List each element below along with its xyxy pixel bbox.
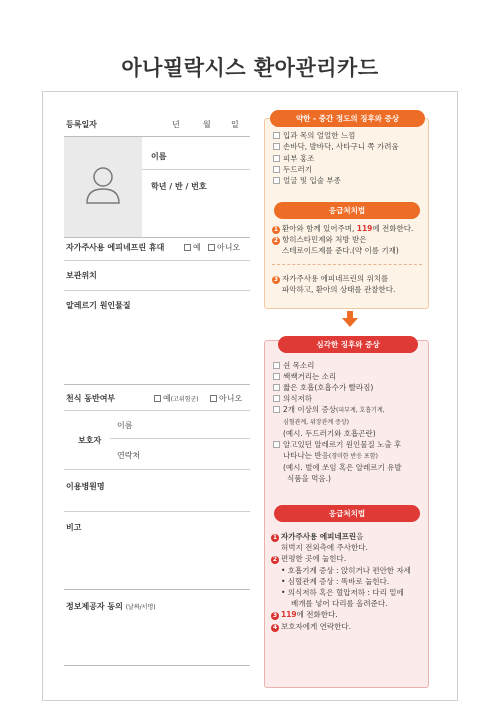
divider xyxy=(64,290,250,291)
severe-first-aid-title: 응급처치법 xyxy=(274,505,420,522)
asthma-label: 천식 동반여부 xyxy=(66,394,116,403)
hospital-label: 이용병원명 xyxy=(66,482,105,491)
number-3-icon: 3 xyxy=(272,612,278,620)
divider xyxy=(64,511,250,512)
list-item: 2개 이상의 증상(피부계, 호흡기계, xyxy=(273,404,402,416)
checkbox-icon xyxy=(273,143,280,150)
allergen-label: 알레르기 원인물질 xyxy=(66,301,131,310)
mild-symptoms-list xyxy=(273,130,399,186)
severe-symptoms-list: 쉰 목소리 쌕쌕거리는 소리 짧은 호흡(호흡수가 빨라짐) 의식저하 2개 이상의 증상(피부계, 호흡기계, 심혈관계, 위장관계 증상) (예시. 두드러기와 호흡곤란) 알고있던 알레르기 원인물질 노출 후 나타나는 반응(경미한 반응 포함) (예시. 벌에 쏘임 혹은 알레르기 유발 식품을 먹음.) xyxy=(273,360,402,484)
page-title: 아나필락시스 환아관리카드 xyxy=(121,56,379,80)
step-3: 3 자가주사용 에피네프린의 위치를 xyxy=(273,274,389,283)
step-4: 4 보호자에게 연락한다. xyxy=(272,621,351,631)
arrow-down-icon xyxy=(342,311,358,327)
step-1: 1 자가주사용 에피네프린을 xyxy=(272,532,364,541)
step-2: 2 편평한 곳에 눕힌다. xyxy=(272,554,347,564)
divider xyxy=(64,237,250,238)
epi-yes[interactable]: 예 xyxy=(184,242,201,253)
list-item: 두드러기 xyxy=(273,164,399,175)
divider xyxy=(142,169,250,170)
divider xyxy=(64,665,250,666)
storage-label: 보관위치 xyxy=(66,271,97,280)
note-label: 비고 xyxy=(66,523,82,532)
number-1-icon: 1 xyxy=(273,226,279,233)
list-item: 알고있던 알레르기 원인물질 노출 후 xyxy=(273,439,402,450)
divider xyxy=(110,438,250,439)
day-label: 일 xyxy=(231,120,239,129)
list-item: 손바닥, 발바닥, 사타구니 쪽 가려움 xyxy=(273,141,399,152)
list-item: 얼굴 및 입술 부종 xyxy=(273,175,399,186)
checkbox-icon xyxy=(273,155,280,162)
number-4-icon: 4 xyxy=(272,623,278,631)
asthma-no-checkbox[interactable] xyxy=(210,395,217,402)
list-item: 쉰 목소리 xyxy=(273,360,402,371)
divider xyxy=(64,469,250,470)
guardian-contact-label: 연락처 xyxy=(117,451,141,460)
number-2-icon: 2 xyxy=(272,556,278,564)
mild-symptoms-title: 약한 - 중간 정도의 징후와 증상 xyxy=(270,110,425,127)
epi-label: 자가주사용 에피네프린 휴대 xyxy=(66,243,165,252)
photo-placeholder xyxy=(64,137,142,237)
divider xyxy=(64,384,250,385)
list-item: 입과 목의 얼얼한 느낌 xyxy=(273,130,399,141)
divider xyxy=(64,260,250,261)
list-item: 짧은 호흡(호흡수가 빨라짐) xyxy=(273,382,402,393)
list-item: 의식저하 xyxy=(273,393,402,404)
mild-first-aid-step3 xyxy=(272,273,395,295)
severe-symptoms-title: 심각한 징후와 증상 xyxy=(278,336,418,353)
step-3: 3 119에 전화한다. xyxy=(272,610,338,620)
number-3-icon: 3 xyxy=(273,276,279,283)
checkbox-icon xyxy=(273,384,280,391)
asthma-yes-checkbox[interactable] xyxy=(154,395,161,402)
number-2-icon: 2 xyxy=(273,237,279,244)
mild-first-aid-steps xyxy=(272,223,413,256)
step-3-cont: 파악하고, 환아의 상태를 관찰한다. xyxy=(282,285,396,294)
number-1-icon: 1 xyxy=(272,534,278,541)
checkbox-icon xyxy=(273,373,280,380)
checkbox-icon xyxy=(273,362,280,369)
epi-no-checkbox[interactable] xyxy=(208,244,215,251)
guardian-label: 보호자 xyxy=(78,436,102,445)
reg-date-label: 등록일자 xyxy=(66,120,97,129)
dashed-divider xyxy=(272,264,422,265)
step-1: 1 환아와 함께 있어주며, 119에 전화한다. xyxy=(273,224,414,233)
year-label: 년 xyxy=(172,120,180,129)
asthma-yes[interactable]: 예(고위험군) xyxy=(154,393,199,404)
mild-first-aid-title: 응급처치법 xyxy=(274,202,420,219)
checkbox-icon xyxy=(273,166,280,173)
step-2-cont: 스테로이드제를 준다.(약 이름 기재) xyxy=(282,246,399,255)
checkbox-icon xyxy=(273,406,280,413)
list-item: 쌕쌕거리는 소리 xyxy=(273,371,402,382)
checkbox-icon xyxy=(273,132,280,139)
list-item: 피부 홍조 xyxy=(273,153,399,164)
epi-yes-checkbox[interactable] xyxy=(184,244,191,251)
divider xyxy=(64,589,250,590)
guardian-name-label: 이름 xyxy=(117,421,133,430)
step-2: 2 항히스타민제와 처방 받은 xyxy=(273,235,367,244)
severe-first-aid-steps: 1 자가주사용 에피네프린을 허벅지 전외측에 주사한다. 2 편평한 곳에 눕힌다. • 호흡기계 증상 : 앉히거나 편안한 자세 • 심혈관계 증상 : 똑바로 눕힌다. • 의식저하 혹은 혈압저하 : 다리 밑에 베개를 넣어 다리를 올려준다. 3 119에 전화한다. 4 보호자에게 연락한다. xyxy=(272,532,411,631)
checkbox-icon xyxy=(273,395,280,402)
consent-label: 정보제공자 동의 (날짜/서명) xyxy=(66,602,156,611)
divider xyxy=(64,410,250,411)
asthma-no[interactable]: 아니오 xyxy=(210,393,242,404)
month-label: 월 xyxy=(203,120,211,129)
class-label: 학년 / 반 / 번호 xyxy=(151,182,207,191)
checkbox-icon xyxy=(273,441,280,448)
name-label: 이름 xyxy=(151,152,167,161)
user-silhouette-icon xyxy=(64,137,142,237)
checkbox-icon xyxy=(273,177,280,184)
epi-no[interactable]: 아니오 xyxy=(208,242,240,253)
